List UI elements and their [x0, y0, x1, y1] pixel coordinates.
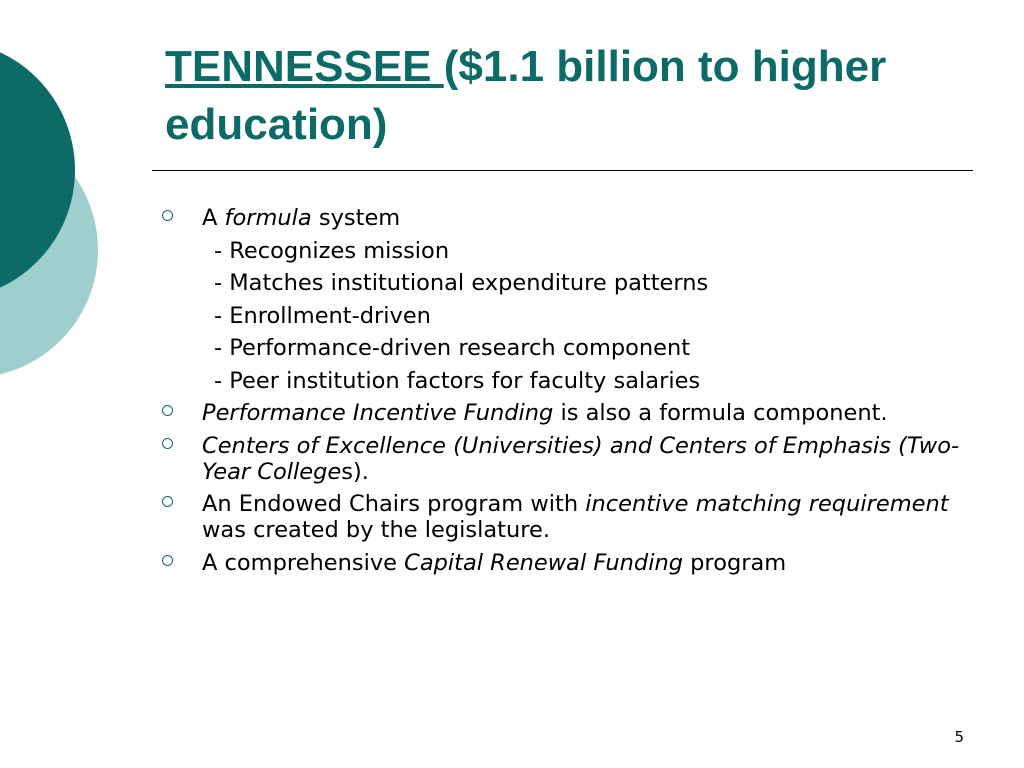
sub-item: - Matches institutional expenditure patterns — [214, 270, 709, 296]
page-number: 5 — [954, 728, 964, 746]
hollow-circle-bullet-icon — [162, 405, 173, 416]
bullet-item-formula — [162, 205, 982, 231]
bullet-list — [162, 205, 982, 576]
hollow-circle-bullet-icon — [162, 438, 173, 449]
bullet-text: An Endowed Chairs program with incentive matching requirement was created by the legislature. — [202, 491, 949, 543]
slide-title — [165, 38, 965, 154]
sub-item: - Performance-driven research component — [214, 335, 691, 361]
sub-item: - Enrollment-driven — [214, 302, 431, 329]
bullet-item-endowed-chairs — [162, 491, 982, 543]
bullet-text: Performance Incentive Funding is also a formula component. — [202, 400, 888, 426]
bullet-item-capital-renewal — [162, 550, 982, 576]
title-divider — [152, 170, 973, 171]
hollow-circle-bullet-icon — [162, 496, 173, 507]
title-link[interactable]: TENNESSEE — [165, 42, 444, 91]
bullet-text: Centers of Excellence (Universities) and Centers of Emphasis (Two-Year Colleges). — [202, 432, 960, 485]
sub-item: - Recognizes mission — [214, 237, 450, 264]
bullet-text: A formula system — [202, 205, 401, 231]
hollow-circle-bullet-icon — [162, 555, 173, 566]
bullet-item-performance-incentive — [162, 400, 982, 426]
bullet-item-centers — [162, 433, 982, 485]
sub-item: - Peer institution factors for faculty salaries — [214, 367, 701, 394]
decorative-circles — [0, 0, 120, 420]
bullet-text: A comprehensive Capital Renewal Funding program — [202, 549, 787, 576]
hollow-circle-bullet-icon — [162, 210, 173, 221]
title-rest: ($1.1 billion to higher education) — [165, 42, 887, 149]
